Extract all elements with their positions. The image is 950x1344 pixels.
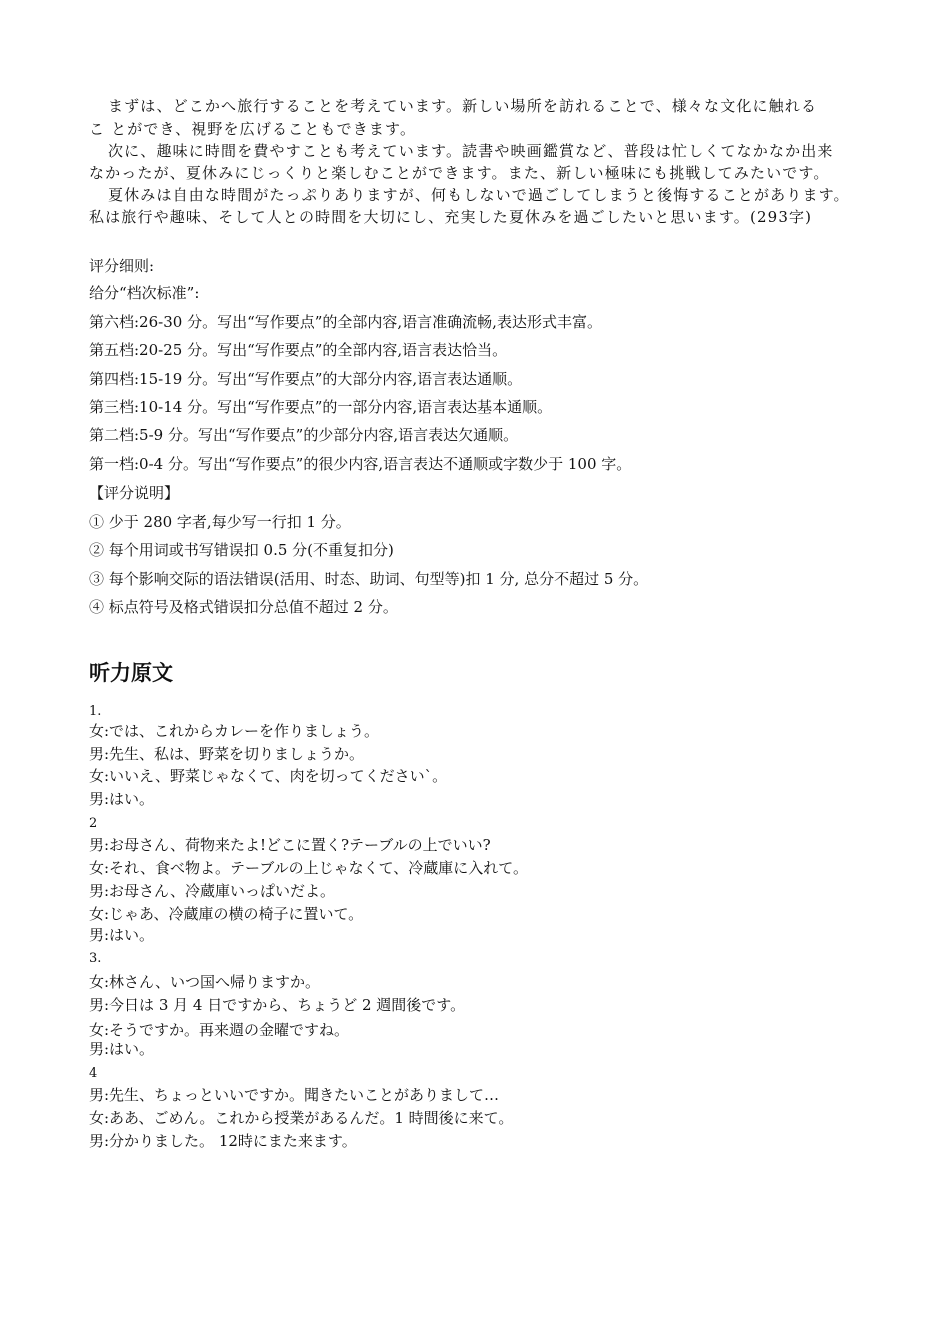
scoring-level-5: 第五档:20-25 分。写出“写作要点”的全部内容,语言表达恰当。 (89, 341, 508, 359)
question-1-number: 1. (89, 704, 102, 719)
question-3-number: 3. (89, 951, 102, 966)
scoring-level-2: 第二档:5-9 分。写出“写作要点”的少部分内容,语言表达欠通顺。 (89, 426, 519, 444)
question-2-line-3: 男:お母さん、冷蔵庫いっぱいだよ。 (89, 882, 335, 900)
question-1-line-1: 女:では、これからカレーを作りましょう。 (89, 722, 380, 740)
essay-paragraph-3-line-2: 私は旅行や趣味、そして人との時間を大切にし、充実した夏休みを過ごしたいと思います。(293字) (89, 208, 813, 226)
question-1-line-3: 女:いいえ、野菜じゃなくて、肉を切ってください`。 (89, 767, 448, 785)
question-4-number: 4 (89, 1066, 98, 1081)
essay-paragraph-3-line-1: 夏休みは自由な時間がたっぷりありますが、何もしないで過ごしてしまうと後悔することがあります。 (108, 186, 850, 204)
essay-paragraph-2-line-2: なかったが、夏休みにじっくりと楽しむことができます。また、新しい極味にも挑戦してみたいです。 (89, 164, 830, 182)
question-2-number: 2 (89, 816, 98, 831)
scoring-level-6: 第六档:26-30 分。写出“写作要点”的全部内容,语言准确流畅,表达形式丰富。 (89, 313, 602, 331)
question-3-line-1: 女:林さん、いつ国へ帰りますか。 (89, 973, 320, 991)
question-4-line-2: 女:ああ、ごめん。これから授業があるんだ。1 時間後に来て。 (89, 1109, 514, 1127)
essay-paragraph-2-line-1: 次に、趣味に時間を費やすことも考えています。読書や映画鑑賞など、普段は忙しくてなかなか出来 (108, 142, 834, 160)
question-2-line-5: 男:はい。 (89, 926, 155, 944)
question-2-line-2: 女:それ、食べ物よ。テーブルの上じゃなくて、冷蔵庫に入れて。 (89, 859, 529, 877)
question-2-line-1: 男:お母さん、荷物来たよ!どこに置く?テーブルの上でいい? (89, 836, 491, 854)
question-3-line-3: 女:そうですか。再来週の金曜ですね。 (89, 1021, 350, 1039)
question-3-line-2: 男:今日は 3 月 4 日ですから、ちょうど 2 週間後です。 (89, 996, 466, 1014)
question-1-line-4: 男:はい。 (89, 790, 155, 808)
question-4-line-1: 男:先生、ちょっといいですか。聞きたいことがありまして… (89, 1086, 500, 1104)
scoring-note-3: ③ 每个影响交际的语法错误(活用、时态、助词、句型等)扣 1 分, 总分不超过 5 分。 (89, 570, 649, 588)
scoring-level-4: 第四档:15-19 分。写出“写作要点”的大部分内容,语言表达通顺。 (89, 370, 523, 388)
question-1-line-2: 男:先生、私は、野菜を切りましょうか。 (89, 745, 365, 763)
question-2-line-4: 女:じゃあ、冷蔵庫の横の椅子に置いて。 (89, 905, 364, 923)
listening-heading: 听力原文 (89, 661, 173, 685)
scoring-note-4: ④ 标点符号及格式错误扣分总值不超过 2 分。 (89, 598, 398, 616)
scoring-level-1: 第一档:0-4 分。写出“写作要点”的很少内容,语言表达不通顺或字数少于 100 字。 (89, 455, 632, 473)
scoring-standard-label: 给分“档次标准”: (89, 284, 200, 302)
essay-paragraph-1-line-2: こ とができ、視野を広げることもできます。 (89, 120, 417, 138)
scoring-notes-title: 【评分说明】 (89, 484, 180, 502)
scoring-title: 评分细则: (89, 257, 155, 275)
scoring-note-1: ① 少于 280 字者,每少写一行扣 1 分。 (89, 513, 351, 531)
scoring-note-2: ② 每个用词或书写错误扣 0.5 分(不重复扣分) (89, 541, 394, 559)
question-3-line-4: 男:はい。 (89, 1040, 155, 1058)
question-4-line-3: 男:分かりました。 12時にまた来ます。 (89, 1132, 357, 1150)
scoring-level-3: 第三档:10-14 分。写出“写作要点”的一部分内容,语言表达基本通顺。 (89, 398, 553, 416)
essay-paragraph-1-line-1: まずは、どこかへ旅行することを考えています。新しい場所を訪れることで、様々な文化に触れる (108, 97, 818, 115)
